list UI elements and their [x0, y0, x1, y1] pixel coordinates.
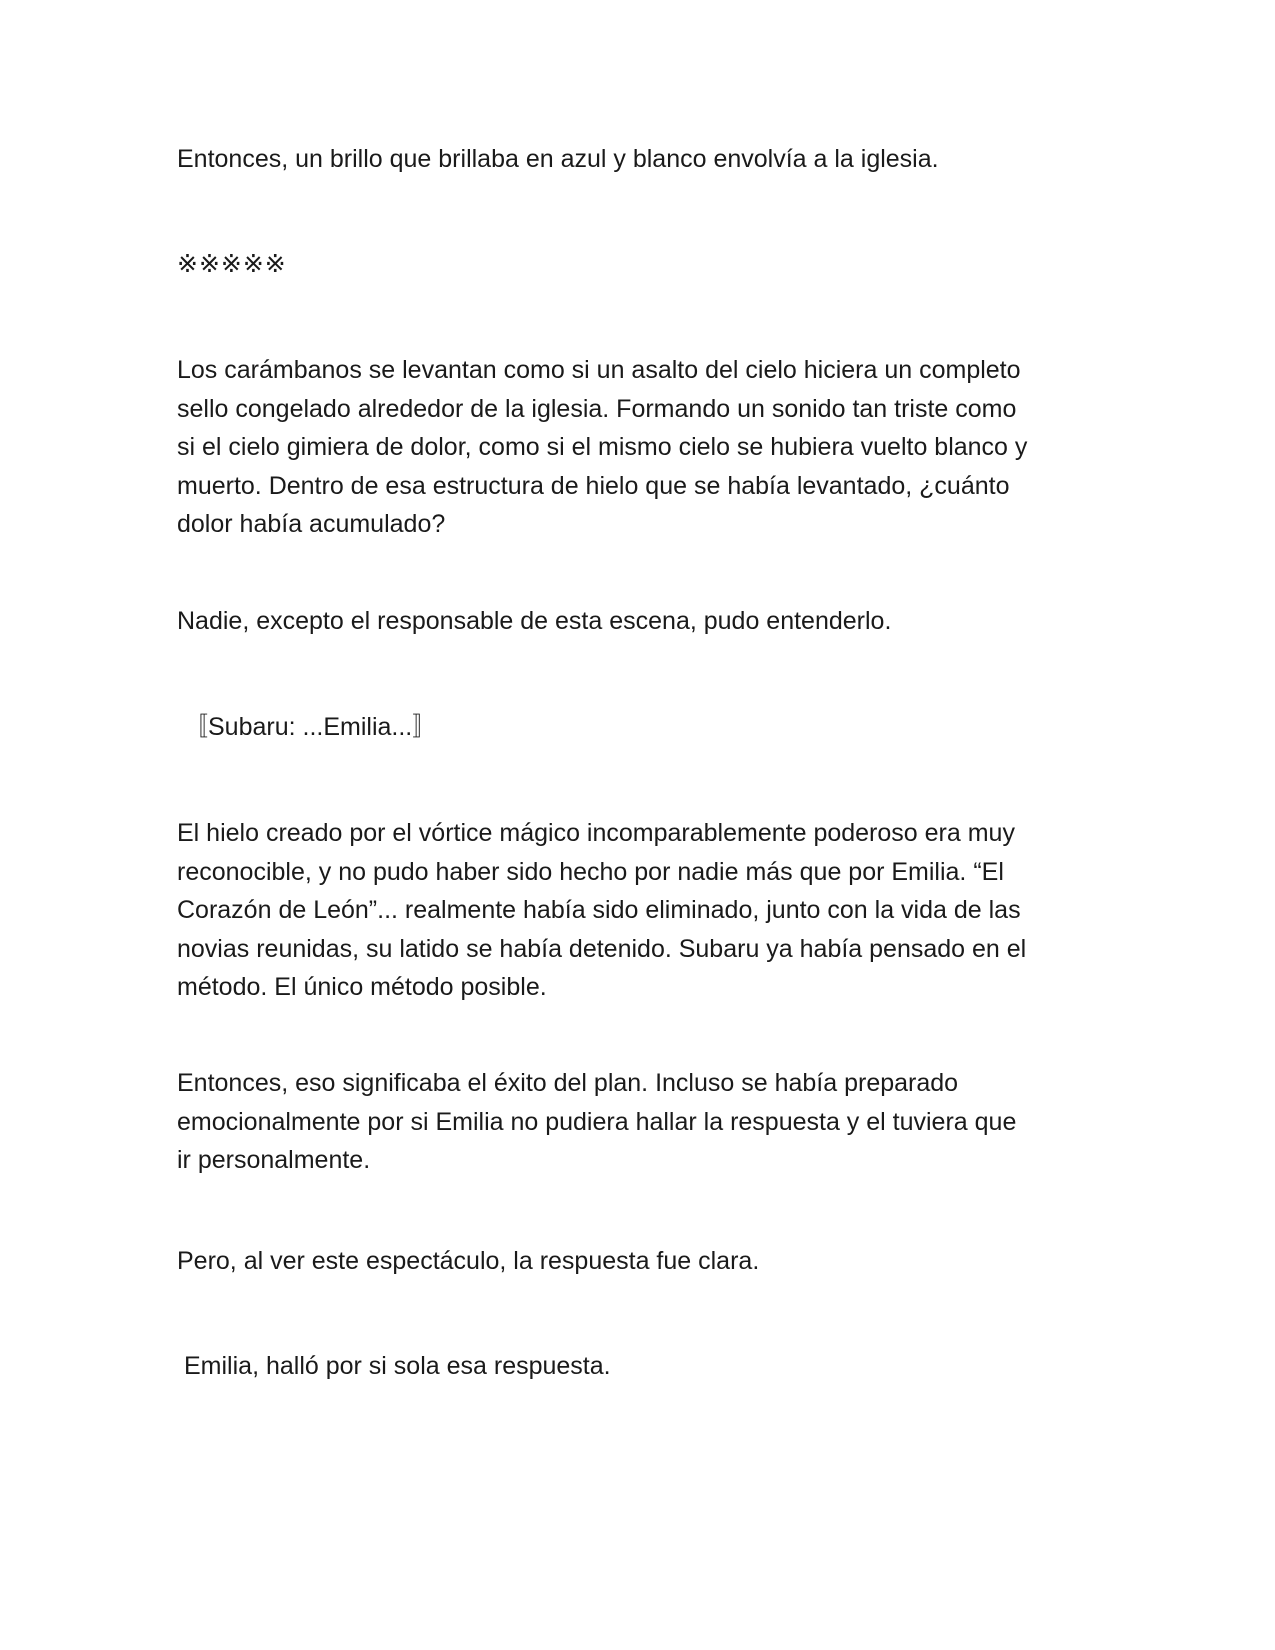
paragraph-line: ir personalmente.: [177, 1146, 371, 1174]
paragraph-6: [177, 1242, 1107, 1281]
paragraph-line: Pero, al ver este espectáculo, la respuesta fue clara.: [177, 1247, 760, 1275]
paragraph-line: Nadie, excepto el responsable de esta escena, pudo entenderlo.: [177, 607, 892, 635]
paragraph-line: muerto. Dentro de esa estructura de hielo que se había levantado, ¿cuánto: [177, 471, 1010, 500]
paragraph-line: Emilia, halló por si sola esa respuesta.: [184, 1352, 611, 1380]
paragraph-line: Los carámbanos se levantan como si un asalto del cielo hiciera un completo: [177, 356, 1021, 384]
paragraph-2: [177, 351, 1107, 544]
paragraph-line: emocionalmente por si Emilia no pudiera hallar la respuesta y el tuviera que: [177, 1107, 1017, 1136]
paragraph-line: método. El único método posible.: [177, 973, 547, 1001]
paragraph-line: Entonces, eso significaba el éxito del plan. Incluso se había preparado: [177, 1069, 959, 1097]
paragraph-line: dolor había acumulado?: [177, 510, 446, 538]
paragraph-3: [177, 602, 1107, 641]
paragraph-line: sello congelado alrededor de la iglesia. Formando un sonido tan triste como: [177, 394, 1017, 423]
paragraph-line: Corazón de León”... realmente había sido eliminado, junto con la vida de las: [177, 896, 1021, 924]
paragraph-line: Entonces, un brillo que brillaba en azul y blanco envolvía a la iglesia.: [177, 145, 939, 173]
paragraph-line: reconocible, y no pudo haber sido hecho por nadie más que por Emilia. “El: [177, 857, 1004, 886]
separator-symbols: ※※※※※: [177, 250, 287, 278]
dialogue-text: 〚Subaru: ...Emilia...〛: [183, 713, 438, 741]
paragraph-line: novias reunidas, su latido se había detenido. Subaru ya había pensado en el: [177, 934, 1027, 963]
paragraph-5: [177, 1064, 1107, 1180]
paragraph-4: [177, 814, 1107, 1007]
paragraph-1: [177, 140, 1107, 179]
paragraph-line: si el cielo gimiera de dolor, como si el mismo cielo se hubiera vuelto blanco y: [177, 433, 1028, 461]
dialogue-line: [183, 708, 1113, 747]
paragraph-line: El hielo creado por el vórtice mágico incomparablemente poderoso era muy: [177, 819, 1015, 847]
paragraph-7: [184, 1347, 1114, 1386]
scene-separator: [177, 245, 1107, 284]
